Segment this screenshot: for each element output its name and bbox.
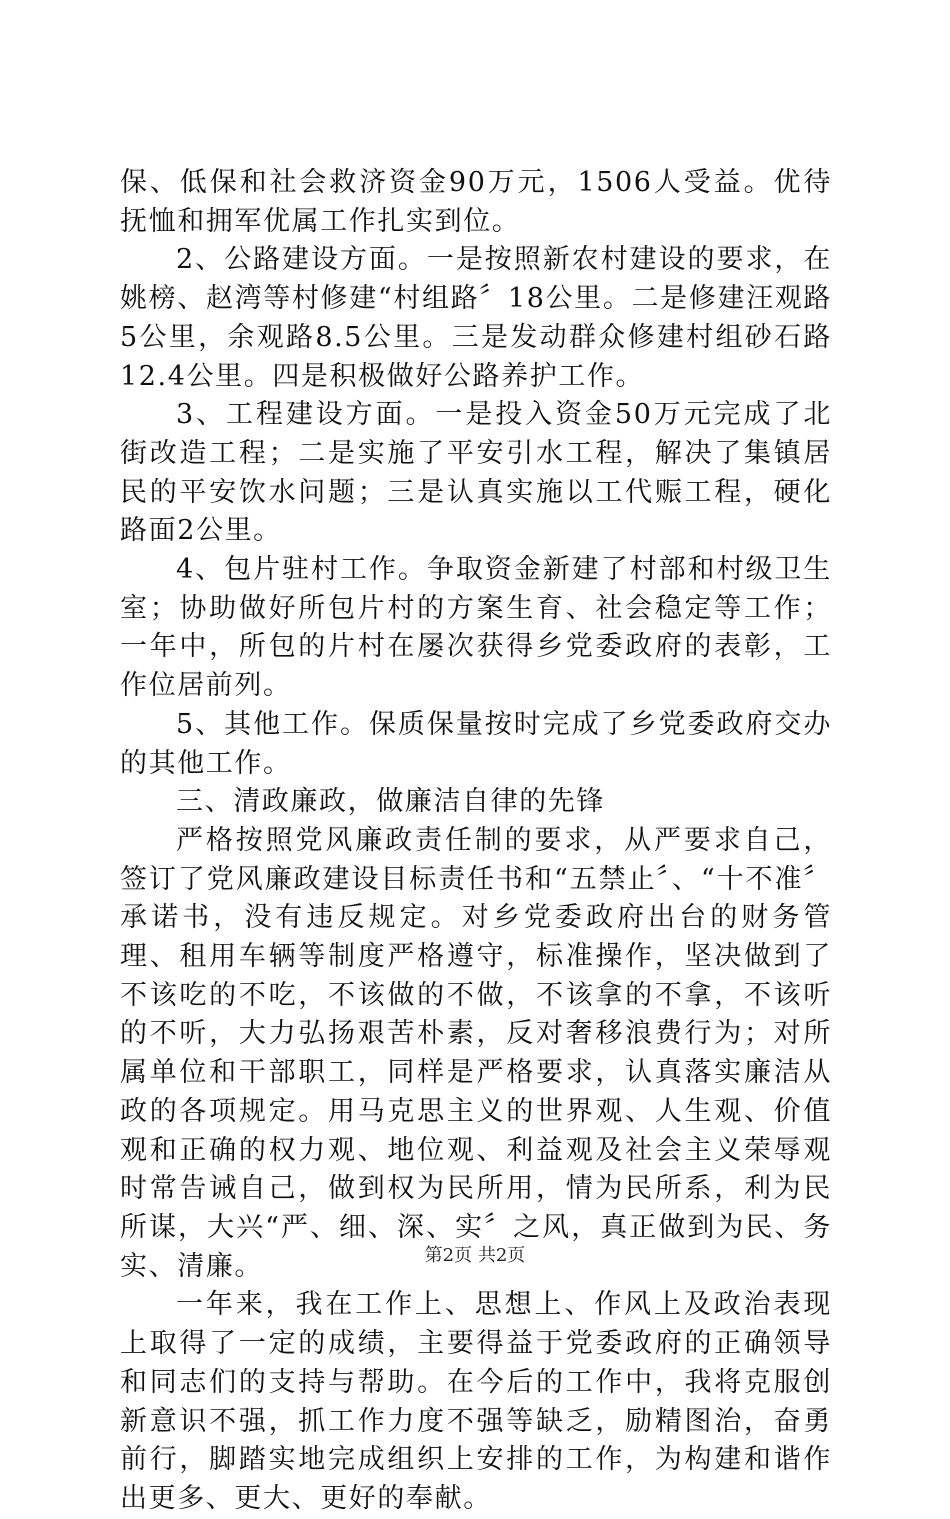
paragraph-1: 保、低保和社会救济资金90万元，1506人受益。优待抚恤和拥军优属工作扎实到位。: [120, 167, 832, 237]
paragraph-5: 5、其他工作。保质保量按时完成了乡党委政府交办的其他工作。: [120, 708, 832, 779]
paragraph-3: 3、工程建设方面。一是投入资金50万元完成了北街改造工程；二是实施了平安引水工程，解决了集镇居民的平安饮水问题；三是认真实施以工代赈工程，硬化路面2公里。: [120, 399, 832, 547]
paragraph-7: 严格按照党风廉政责任制的要求，从严要求自己，签订了党风廉政建设目标责任书和“五禁止〞、“十不准〞承诺书，没有违反规定。对乡党委政府出台的财务管理、租用车辆等制度严格遵守，标准操作，坚决做到了不该吃的不吃，不该做的不做，不该拿的不拿，不该听的不听，大力弘扬艰苦朴素，反对奢移浪费行为；对所属单位和干部职工，同样是严格要求，认真落实廉洁从政的各项规定。用马克思主义的世界观、人生观、价值观和正确的权力观、地位观、利益观及社会主义荣辱观时常告诫自己，做到权为民所用，情为民所系，利为民所谋，大兴“严、细、深、实〞之风，真正做到为民、务实、清廉。: [120, 824, 832, 1282]
paragraph-2: 2、公路建设方面。一是按照新农村建设的要求，在姚榜、赵湾等村修建“村组路〞18公里。二是修建汪观路5公里，余观路8.5公里。三是发动群众修建村组砂石路12.4公里。四是积极做好公路养护工作。: [120, 244, 832, 392]
section-heading: 三、清政廉政，做廉洁自律的先锋: [176, 786, 605, 818]
paragraph-4: 4、包片驻村工作。争取资金新建了村部和村级卫生室；协助做好所包片村的方案生育、社会稳定等工作；一年中，所包的片村在屡次获得乡党委政府的表彰，工作位居前列。: [120, 554, 832, 702]
document-body: [120, 164, 832, 1519]
page-number: 第2页 共2页: [424, 1245, 526, 1266]
paragraph-8: 一年来，我在工作上、思想上、作风上及政治表现上取得了一定的成绩，主要得益于党委政府的正确领导和同志们的支持与帮助。在今后的工作中，我将克服创新意识不强，抓工作力度不强等缺乏，励精图治，奋勇前行，脚踏实地完成组织上安排的工作，为构建和谐作出更多、更大、更好的奉献。: [120, 1289, 832, 1514]
page-footer: [0, 1244, 950, 1268]
